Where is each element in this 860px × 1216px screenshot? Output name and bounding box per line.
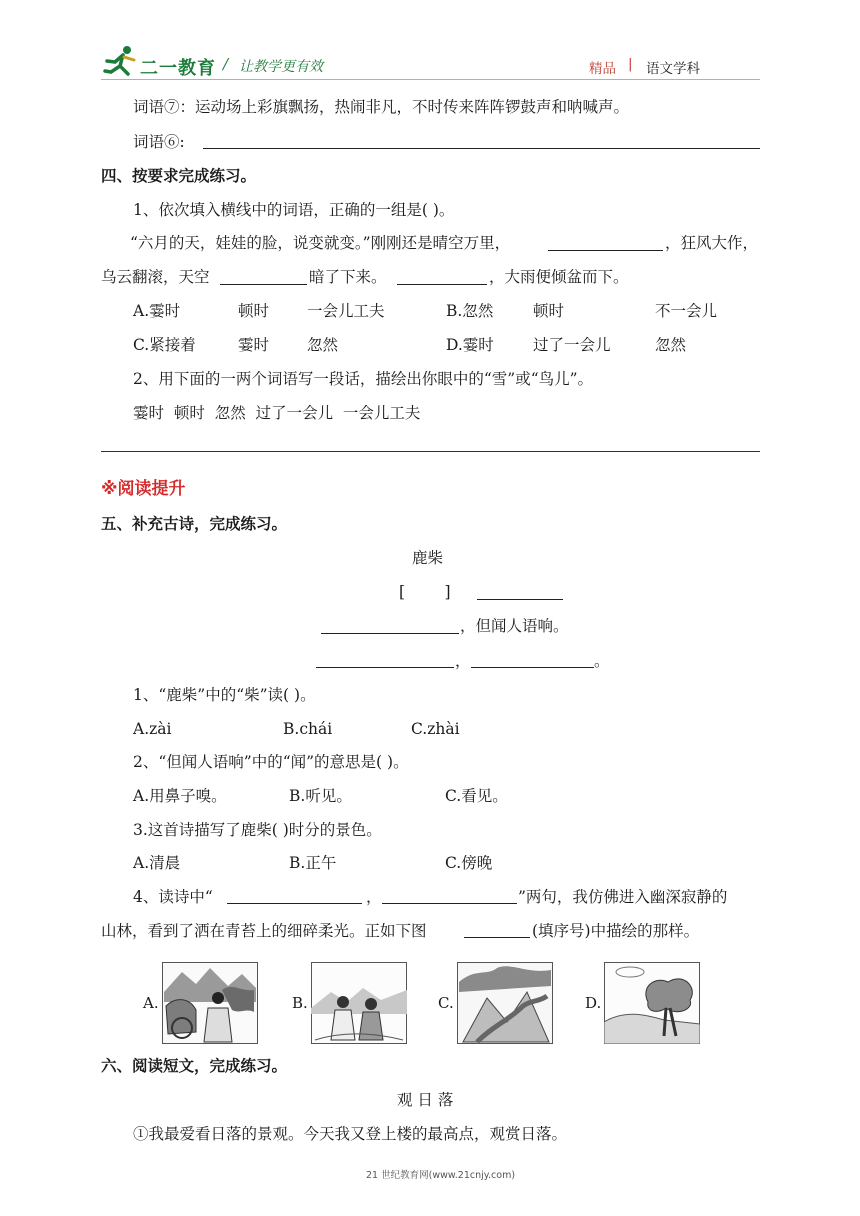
option-a-2: 顿时	[238, 302, 270, 320]
pic-label-b: B.	[292, 994, 308, 1012]
s4-q1-text-a: “六月的天，娃娃的脸，说变就变。”刚刚还是晴空万里，	[130, 234, 511, 252]
option-b-1: B.忽然	[446, 302, 494, 320]
poem-line3-end: 。	[594, 652, 610, 670]
option-b-3: 不一会儿	[655, 302, 718, 320]
subject-label: 语文学科	[646, 61, 700, 77]
s5-q1-a: A.zài	[133, 720, 172, 738]
s4-q1-text-c: 乌云翻滚，天空	[101, 268, 210, 286]
header-slash: /	[223, 55, 229, 73]
poem-line3-blank-a	[316, 667, 454, 668]
q4-blank-3	[464, 937, 530, 938]
runner-logo-icon	[103, 44, 139, 78]
pic-label-a: A.	[143, 994, 159, 1012]
option-c-2: 霎时	[238, 336, 270, 354]
article-title: 观 日 落	[397, 1091, 454, 1109]
s5-q3: 3.这首诗描写了鹿柴( )时分的景色。	[133, 821, 382, 839]
s5-q1-c: C.zhài	[411, 720, 460, 738]
s4-q2: 2、用下面的一两个词语写一段话，描绘出你眼中的“雪”或“鸟儿”。	[133, 370, 594, 388]
s4-q2-words: 霎时 顿时 忽然 过了一会儿 一会儿工夫	[133, 404, 421, 422]
section5-title: 五、补充古诗，完成练习。	[101, 514, 288, 533]
option-c-1: C.紧接着	[133, 336, 196, 354]
s5-q2-b: B.听见。	[289, 787, 352, 805]
option-b-2: 顿时	[533, 302, 565, 320]
pic-label-c: C.	[438, 994, 454, 1012]
poem-author-line	[477, 599, 563, 600]
option-d-1: D.霎时	[446, 336, 494, 354]
pic-label-d: D.	[585, 994, 602, 1012]
blank-1	[548, 250, 663, 251]
option-a-1: A.霎时	[133, 302, 181, 320]
blank-2	[220, 284, 307, 285]
poem-author-bracket: [ ]	[399, 583, 451, 601]
s4-q1-text-b: ，狂风大作，	[665, 234, 759, 252]
poem-title: 鹿柴	[412, 549, 444, 567]
section4-title: 四、按要求完成练习。	[101, 166, 257, 185]
poem-line1-blank	[321, 633, 459, 634]
poem-line3-comma: ，	[455, 652, 471, 670]
s5-q1: 1、“鹿柴”中的“柴”读( )。	[133, 686, 316, 704]
s4-q1-text-e: ，大雨便倾盆而下。	[489, 268, 629, 286]
divider	[101, 451, 760, 452]
s5-q2-a: A.用鼻子嗅。	[133, 787, 227, 805]
s5-q4-a: 4、读诗中“	[133, 888, 213, 906]
word7-line: 词语⑦：运动场上彩旗飘扬，热闹非凡，不时传来阵阵锣鼓声和呐喊声。	[133, 98, 630, 116]
s5-q4-e: (填序号)中描绘的那样。	[532, 922, 700, 940]
blank-3	[397, 284, 487, 285]
option-d-3: 忽然	[655, 336, 687, 354]
slogan: 让教学更有效	[239, 59, 323, 75]
picture-b-two-people	[311, 962, 407, 1044]
q4-blank-2	[382, 903, 517, 904]
s5-q3-b: B.正午	[289, 854, 337, 872]
poem-line2-end: ，但闻人语响。	[460, 617, 569, 635]
q4-blank-1	[227, 903, 362, 904]
header-rule	[101, 79, 760, 80]
brand-name: 二一教育	[140, 58, 216, 79]
option-d-2: 过了一会儿	[533, 336, 611, 354]
s5-q2: 2、“但闻人语响”中的“闻”的意思是( )。	[133, 753, 409, 771]
poem-line3-blank-b	[471, 667, 594, 668]
s5-q4-b: ，	[366, 888, 382, 906]
word6-answer-line	[203, 148, 760, 149]
quality-badge: 精品	[589, 61, 616, 77]
reading-heading: ※阅读提升	[101, 479, 186, 499]
s5-q4-c: ”两句，我仿佛进入幽深寂静的	[518, 888, 728, 906]
section6-title: 六、阅读短文，完成练习。	[101, 1056, 288, 1075]
s5-q1-b: B.chái	[283, 720, 333, 738]
footer: 21 世纪教育网(www.21cnjy.com)	[366, 1170, 516, 1181]
header-separator: |	[628, 56, 633, 72]
option-a-3: 一会儿工夫	[307, 302, 385, 320]
word6-label: 词语⑥:	[133, 133, 185, 151]
article-para1: ①我最爱看日落的景观。今天我又登上楼的最高点，观赏日落。	[133, 1125, 568, 1143]
option-c-3: 忽然	[307, 336, 339, 354]
s4-q1-text-d: 暗了下来。	[309, 268, 387, 286]
s5-q2-c: C.看见。	[445, 787, 508, 805]
s5-q4-d: 山林，看到了洒在青苔上的细碎柔光。正如下图	[101, 922, 427, 940]
header	[0, 0, 860, 90]
s5-q3-a: A.清晨	[133, 854, 181, 872]
s5-q3-c: C.傍晚	[445, 854, 493, 872]
picture-d-tree-hill	[604, 962, 700, 1044]
s4-q1: 1、依次填入横线中的词语，正确的一组是( )。	[133, 201, 455, 219]
picture-c-mountain-stream	[457, 962, 553, 1044]
picture-a-scholar-cart	[162, 962, 258, 1044]
